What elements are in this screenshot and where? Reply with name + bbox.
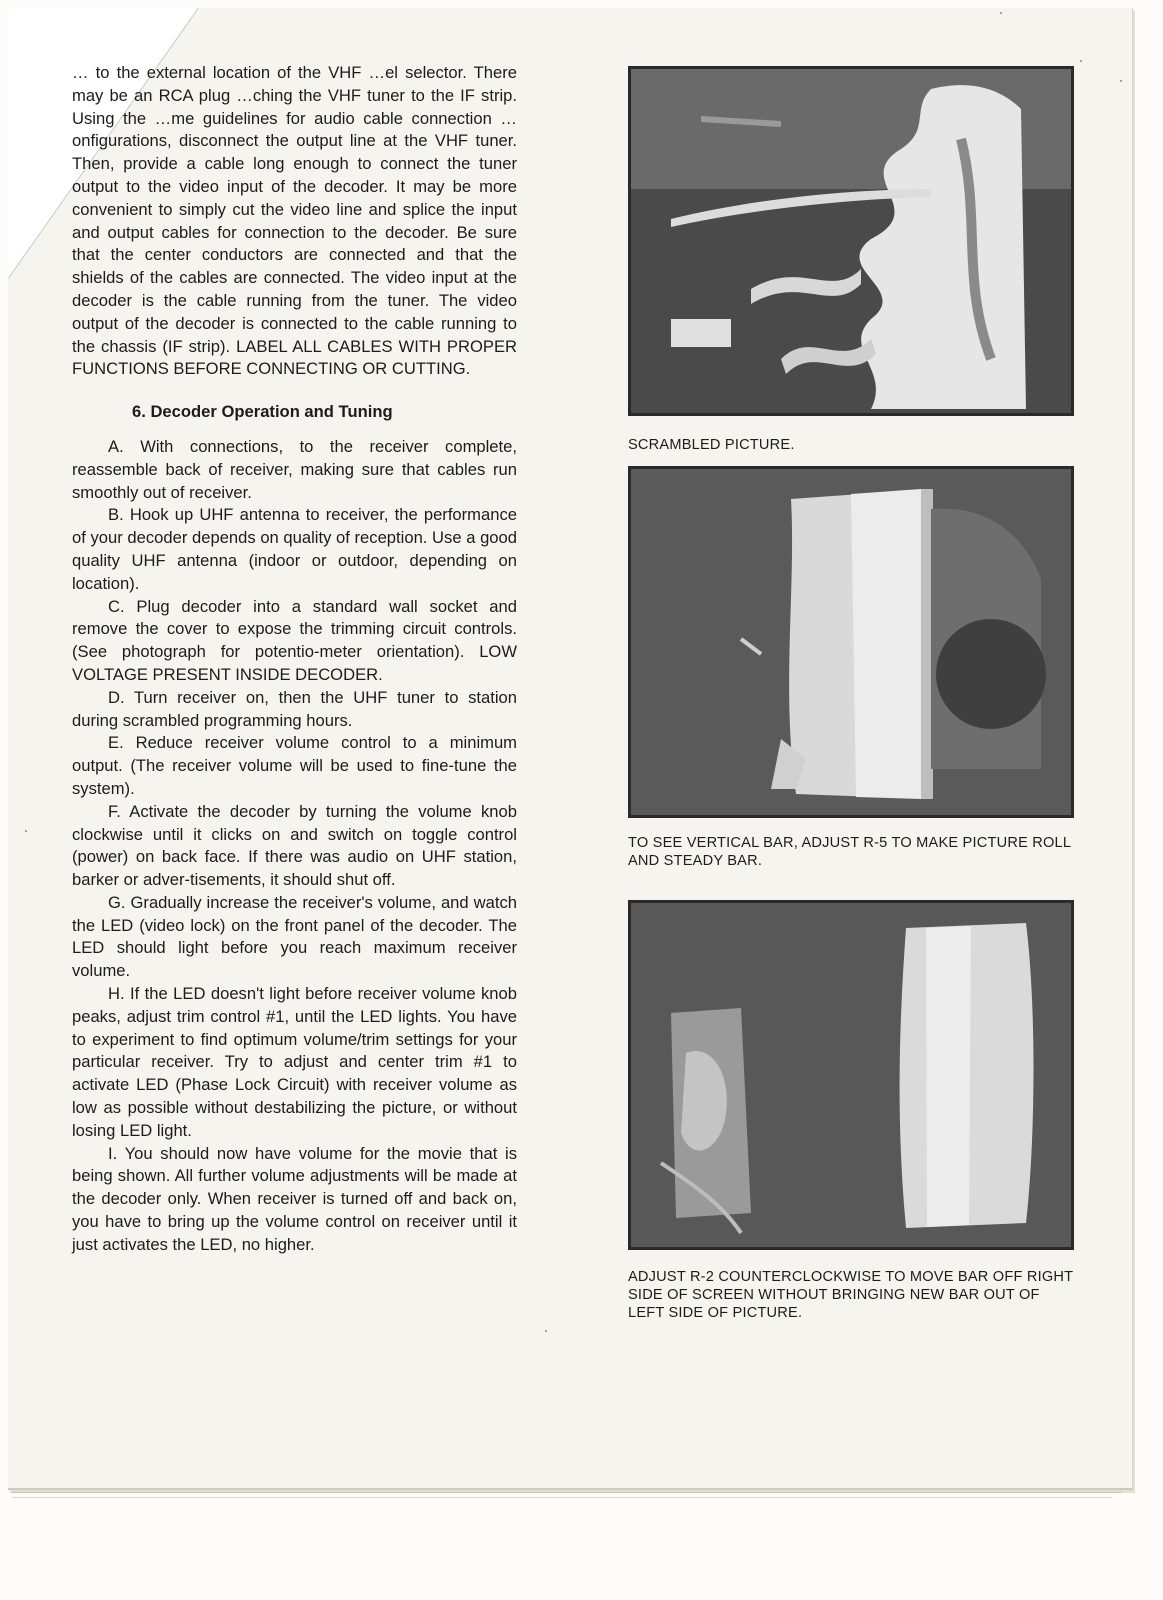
print-speck bbox=[1120, 80, 1122, 82]
scrambled-picture-photo bbox=[628, 66, 1074, 416]
step-b: B. Hook up UHF antenna to receiver, the performance of your decoder depends on quality of reception. Use a good quality UHF antenna (indoor or outdoor, depending on location). bbox=[72, 505, 517, 593]
step-h: H. If the LED doesn't light before receiver volume knob peaks, adjust trim control #1, until the LED lights. You have to experiment to find optimum volume/trim settings for your particular receiver. Try to adjust and center trim #1 to activate LED (Phase Lock Circuit) with receiver volume as low as possible without destabilizing the picture, or without losing LED light. bbox=[72, 984, 517, 1140]
figure-caption-2: TO SEE VERTICAL BAR, ADJUST R-5 TO MAKE PICTURE ROLL AND STEADY BAR. bbox=[628, 835, 1071, 869]
vertical-bar-photo bbox=[628, 466, 1074, 818]
intro-paragraph: … to the external location of the VHF …el selector. There may be an RCA plug …ching the VHF tuner to the IF strip. Using the …me guidelines for audio cable connection …onfigurations, disconnect the output line at the VHF tuner. Then, provide a cable long enough to connect the tuner output to the video input of the decoder. It may be more convenient to simply cut the video line and splice the input and output cables for connection to the decoder. Be sure that the center conductors are connected and that the shields of the cables are connected. The video input at the decoder is the cable running from the tuner. The video output of the decoder is connected to the cable running to the chassis (IF strip). LABEL ALL CABLES WITH PROPER FUNCTIONS BEFORE CONNECTING OR CUTTING. bbox=[72, 63, 517, 379]
print-speck bbox=[1000, 12, 1002, 14]
bar-adjusted-photo bbox=[628, 900, 1074, 1250]
figure-caption-1: SCRAMBLED PICTURE. bbox=[628, 437, 795, 453]
print-speck bbox=[1080, 60, 1082, 62]
print-speck bbox=[545, 1330, 547, 1332]
step-g: G. Gradually increase the receiver's volume, and watch the LED (video lock) on the front panel of the decoder. The LED should light before you reach maximum receiver volume. bbox=[72, 892, 517, 981]
step-e: E. Reduce receiver volume control to a minimum output. (The receiver volume will be used to fine-tune the system). bbox=[72, 733, 517, 798]
section-heading: 6. Decoder Operation and Tuning bbox=[132, 402, 393, 422]
figure-caption-3: ADJUST R-2 COUNTERCLOCKWISE TO MOVE BAR OFF RIGHT SIDE OF SCREEN WITHOUT BRINGING NEW BAR OUT OF LEFT SIDE OF PICTURE. bbox=[628, 1269, 1073, 1321]
step-a: A. With connections, to the receiver complete, reassemble back of receiver, making sure that cables run smoothly out of receiver. bbox=[72, 436, 517, 502]
step-f: F. Activate the decoder by turning the volume knob clockwise until it clicks on and switch on toggle control (power) on back face. If there was audio on UHF station, barker or adver-tisements, it should shut off. bbox=[72, 801, 517, 890]
step-i: I. You should now have volume for the movie that is being shown. All further volume adjustments will be made at the decoder only. When receiver is turned off and back on, you have to bring up the volume control on receiver until it just activates the LED, no higher. bbox=[72, 1143, 517, 1254]
step-d: D. Turn receiver on, then the UHF tuner to station during scrambled programming hours. bbox=[72, 687, 517, 730]
body-text-column bbox=[72, 62, 517, 1257]
step-c: C. Plug decoder into a standard wall socket and remove the cover to expose the trimming circuit controls. (See photograph for potentio-meter orientation). LOW VOLTAGE PRESENT INSIDE DECODER. bbox=[72, 596, 517, 684]
print-speck bbox=[25, 830, 27, 832]
page-stack-edge bbox=[12, 1497, 1112, 1498]
page-stack-edge bbox=[12, 1492, 1122, 1493]
